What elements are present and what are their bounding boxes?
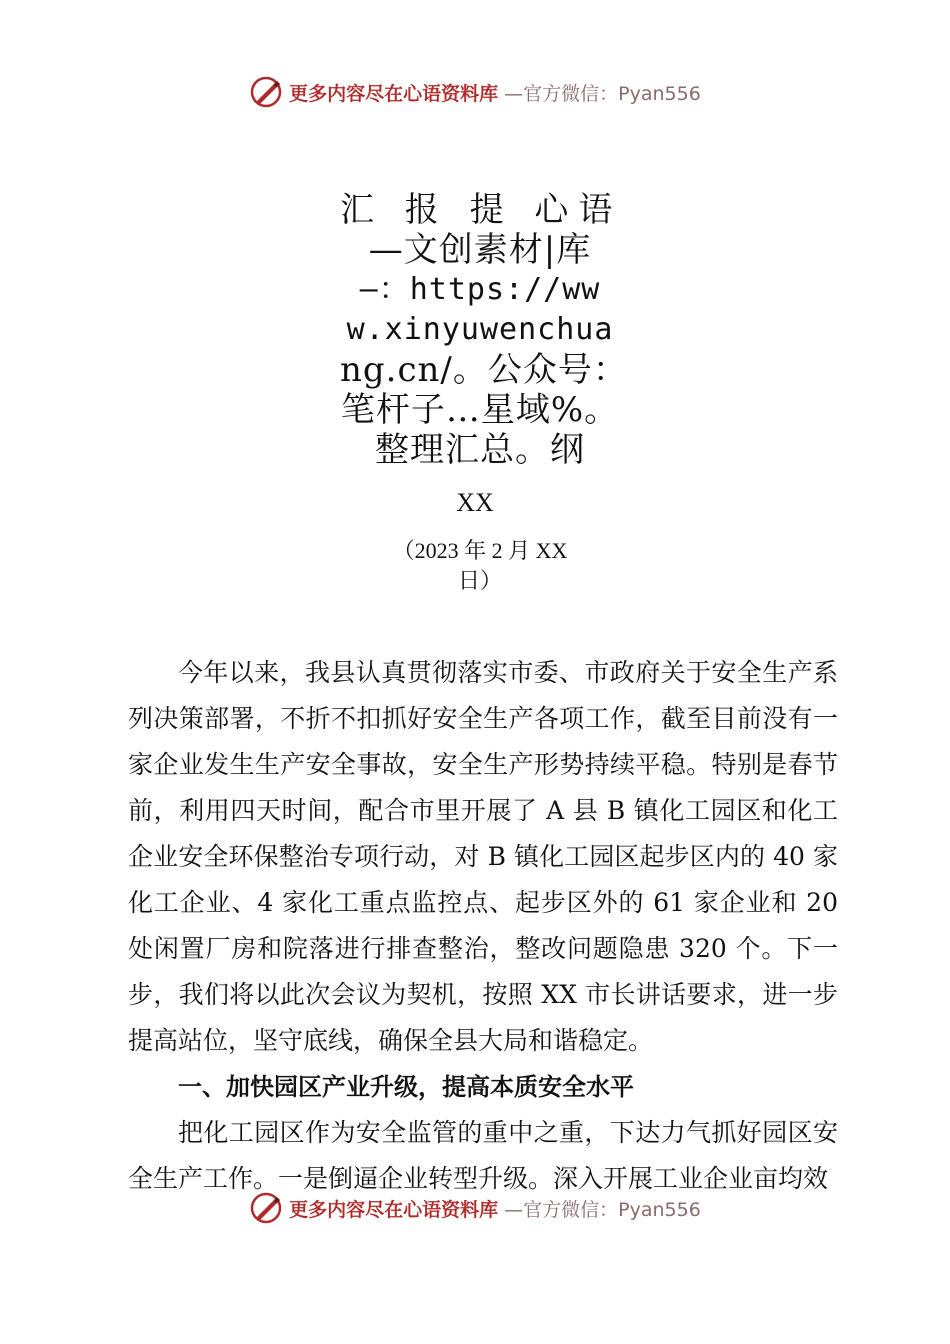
section-1-paragraph: 把化工园区作为安全监管的重中之重，下达力气抓好园区安全生产工作。一是倒逼企业转型升级。深入开展工业企业亩均效: [128, 1118, 838, 1193]
title-line-1: 汇 报 提 心语: [340, 190, 623, 230]
document-date: [370, 536, 590, 596]
header-watermark: [0, 72, 950, 112]
title-line-5: ng.cn/。公众号：: [340, 350, 628, 390]
section-heading-1: 一、加快园区产业升级，提高本质安全水平: [178, 1073, 634, 1101]
title-line-6: 笔杆子…星域%。: [340, 390, 620, 430]
document-body: [128, 650, 838, 1202]
watermark-gray-text: —官方微信：Pyan556: [504, 82, 701, 105]
author-name: XX: [456, 488, 494, 517]
watermark-gray-text: —官方微信：Pyan556: [504, 1198, 701, 1221]
footer-watermark: [0, 1188, 950, 1228]
date-line-1: （2023 年 2 月 XX: [392, 538, 568, 563]
watermark-red-text: 更多内容尽在心语资料库: [289, 82, 499, 105]
title-line-3: —：https://ww: [359, 272, 601, 307]
pen-logo-icon: [249, 75, 283, 109]
title-line-4: w.xinyuwenchua: [346, 312, 614, 347]
pen-logo-icon: [249, 1191, 283, 1225]
watermark-red-text: 更多内容尽在心语资料库: [289, 1198, 499, 1221]
intro-paragraph: 今年以来，我县认真贯彻落实市委、市政府关于安全生产系列决策部署，不折不扣抓好安全生产各项工作，截至目前没有一家企业发生生产安全事故，安全生产形势持续平稳。特别是春节前，利用四天时间，配合市里开展了 A 县 B 镇化工园区和化工企业安全环保整治专项行动，对 B 镇化工园区起步区内的 40 家化工企业、4 家化工重点监控点、起步区外的 61 家企业和 20 处闲置厂房和院落进行排查整治，整改问题隐患 320 个。下一步，我们将以此次会议为契机，按照 XX 市长讲话要求，进一步提高站位，坚守底线，确保全县大局和谐稳定。: [128, 658, 838, 1055]
title-line-2: —文创素材|库: [368, 230, 592, 270]
document-title: [340, 190, 628, 470]
title-line-7: 整理汇总。纲: [375, 430, 585, 470]
date-line-2: 日）: [457, 568, 502, 593]
